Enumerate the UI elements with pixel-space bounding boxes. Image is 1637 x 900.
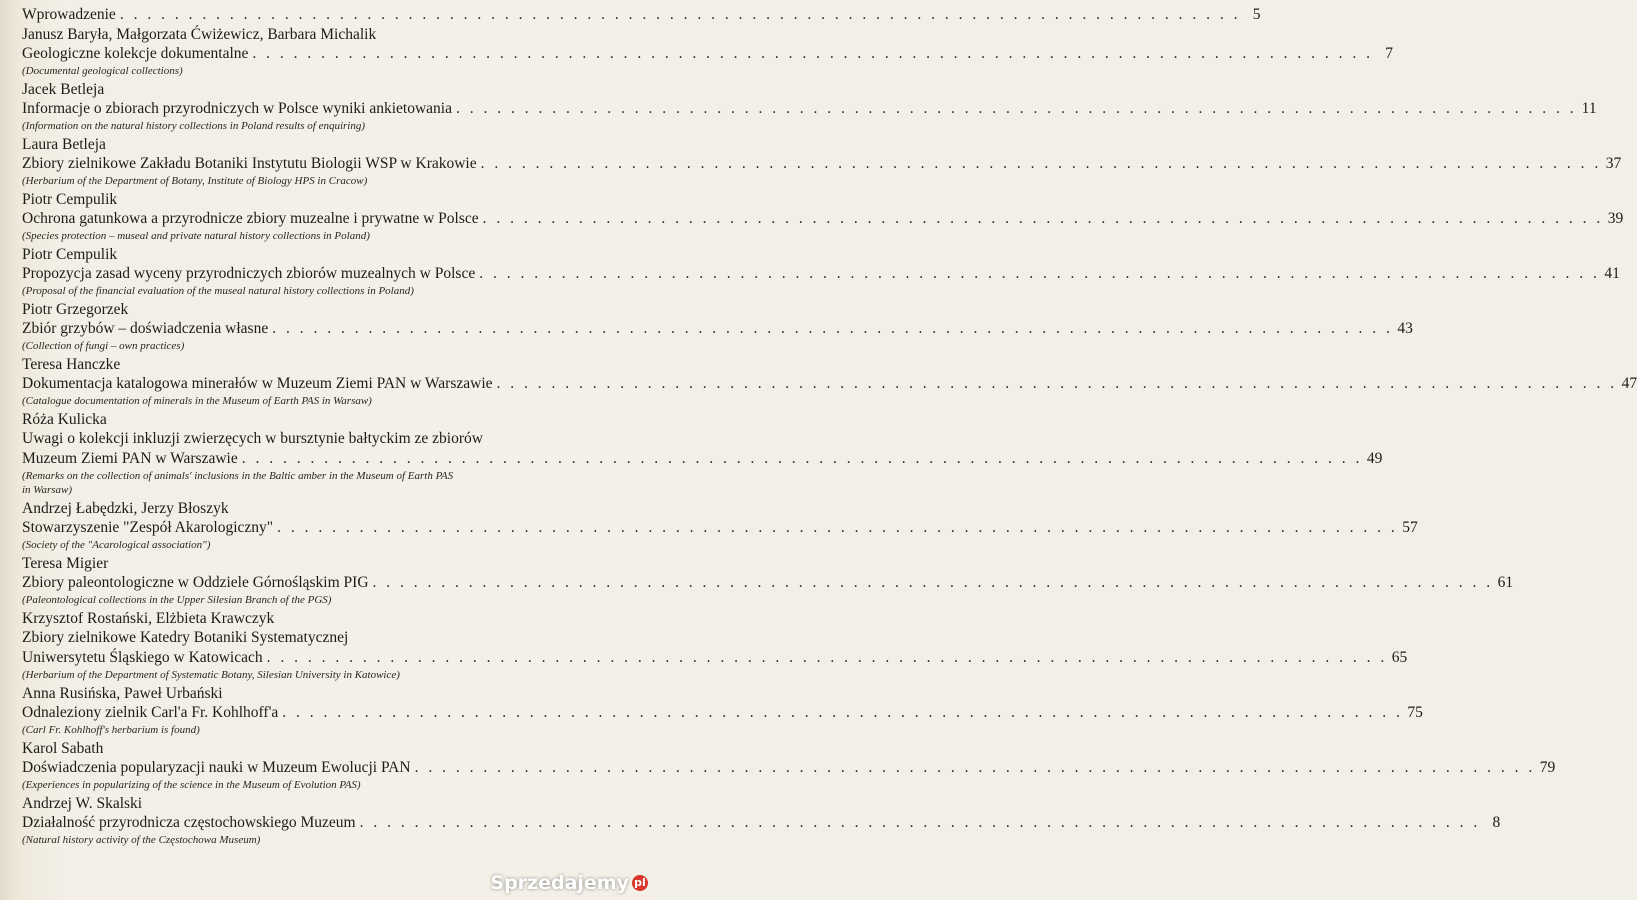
dot-leader	[242, 449, 1363, 469]
toc-entry	[22, 609, 1408, 682]
entry-author: Anna Rusińska, Paweł Urbański	[22, 685, 223, 702]
entry-author: Jacek Betleja	[22, 81, 105, 98]
page-number: 11	[1581, 100, 1597, 117]
entry-author: Piotr Cempulik	[22, 191, 118, 208]
entry-author: Piotr Cempulik	[22, 246, 118, 263]
toc-entry	[22, 499, 1418, 552]
entry-translation: (Documental geological collections)	[22, 65, 183, 77]
entry-author: Laura Betleja	[22, 136, 106, 153]
entry-translation: (Society of the "Acarological association")	[22, 539, 211, 551]
dot-leader	[360, 813, 1481, 833]
entry-author: Krzysztof Rostański, Elżbieta Krawczyk	[22, 610, 275, 627]
entry-author: Karol Sabath	[22, 740, 104, 757]
toc-entry	[22, 245, 1620, 298]
entry-author: Teresa Hanczke	[22, 356, 121, 373]
toc-entry	[22, 190, 1624, 243]
dot-leader	[282, 703, 1403, 723]
page-number: 5	[1252, 6, 1261, 23]
toc-entry	[22, 684, 1423, 737]
watermark-logo	[490, 872, 648, 894]
toc-entry	[22, 355, 1637, 408]
page-number: 39	[1607, 210, 1624, 227]
entry-translation: (Species protection – museal and private natural history collections in Poland)	[22, 230, 370, 242]
entry-translation: (Paleontological collections in the Upper Silesian Branch of the PGS)	[22, 594, 332, 606]
dot-leader	[415, 758, 1536, 778]
entry-title: Stowarzyszenie "Zespół Akarologiczny"	[22, 519, 274, 536]
page-number: 7	[1385, 45, 1394, 62]
toc-entry	[22, 135, 1622, 188]
entry-title: Geologiczne kolekcje dokumentalne	[22, 45, 249, 62]
entry-translation: (Information on the natural history collections in Poland results of enquiring)	[22, 120, 366, 132]
entry-translation: (Herbarium of the Department of Systematic Botany, Silesian University in Katowice)	[22, 669, 400, 681]
toc-entry-intro	[22, 5, 1261, 25]
entry-translation: (Natural history activity of the Częstochowa Museum)	[22, 834, 261, 846]
watermark-text: Sprzedajemy	[490, 872, 629, 894]
entry-title: Informacje o zbiorach przyrodniczych w Polsce wyniki ankietowania	[22, 100, 452, 117]
entry-author: Teresa Migier	[22, 555, 109, 572]
dot-leader	[481, 154, 1602, 174]
toc-entry	[22, 794, 1501, 847]
entry-title: Dokumentacja katalogowa minerałów w Muzeum Ziemi PAN w Warszawie	[22, 375, 493, 392]
dot-leader	[120, 5, 1241, 25]
entry-title: Uwagi o kolekcji inkluzji zwierzęcych w bursztynie bałtyckim ze zbiorów	[22, 430, 483, 447]
entry-author: Andrzej W. Skalski	[22, 795, 143, 812]
dot-leader	[497, 374, 1618, 394]
entry-title: Wprowadzenie	[22, 6, 116, 23]
dot-leader	[373, 573, 1494, 593]
entry-title: Działalność przyrodnicza częstochowskiego Muzeum	[22, 814, 356, 831]
page-number: 75	[1407, 704, 1423, 721]
toc-entry	[22, 739, 1556, 792]
entry-translation: (Catalogue documentation of minerals in the Museum of Earth PAS in Warsaw)	[22, 395, 372, 407]
dot-leader	[479, 264, 1600, 284]
entry-author: Andrzej Łabędzki, Jerzy Błoszyk	[22, 500, 229, 517]
entry-title: Odnaleziony zielnik Carl'a Fr. Kohlhoff'a	[22, 704, 279, 721]
page-number: 65	[1391, 649, 1408, 666]
page-number: 61	[1497, 574, 1514, 591]
entry-translation: (Collection of fungi – own practices)	[22, 340, 185, 352]
toc-entry	[22, 80, 1597, 133]
page-number: 43	[1397, 320, 1413, 337]
page-number: 47	[1621, 375, 1637, 392]
dot-leader	[267, 648, 1388, 668]
page-number: 57	[1402, 519, 1418, 536]
dot-leader	[272, 319, 1393, 339]
entry-title: Muzeum Ziemi PAN w Warszawie	[22, 450, 238, 467]
entry-title: Zbiory paleontologiczne w Oddziele Górnośląskim PIG	[22, 574, 369, 591]
dot-leader	[483, 209, 1604, 229]
entry-author: Piotr Grzegorzek	[22, 301, 129, 318]
entry-title: Zbiory zielnikowe Zakładu Botaniki Instytutu Biologii WSP w Krakowie	[22, 155, 477, 172]
toc-entries	[22, 25, 1637, 847]
page-number: 41	[1604, 265, 1620, 282]
dot-leader	[277, 518, 1398, 538]
table-of-contents	[22, 5, 1637, 849]
entry-title: Ochrona gatunkowa a przyrodnicze zbiory muzealne i prywatne w Polsce	[22, 210, 479, 227]
entry-title: Doświadczenia popularyzacji nauki w Muzeum Ewolucji PAN	[22, 759, 411, 776]
entry-author: Róża Kulicka	[22, 411, 107, 428]
entry-author: Janusz Baryła, Małgorzata Ćwiżewicz, Barbara Michalik	[22, 26, 377, 43]
entry-title: Zbiory zielnikowe Katedry Botaniki Systematycznej	[22, 629, 349, 646]
page-number: 37	[1605, 155, 1622, 172]
watermark-badge: pl	[632, 875, 648, 891]
toc-entry	[22, 300, 1413, 353]
entry-title: Zbiór grzybów – doświadczenia własne	[22, 320, 269, 337]
entry-translation: (Remarks on the collection of animals' inclusions in the Baltic amber in the Museum of Earth PAS in Warsaw)	[22, 470, 454, 496]
dot-leader	[252, 44, 1373, 64]
entry-translation: (Experiences in popularizing of the science in the Museum of Evolution PAS)	[22, 779, 361, 791]
page-number: 79	[1539, 759, 1556, 776]
toc-entry	[22, 410, 1383, 497]
entry-translation: (Carl Fr. Kohlhoff's herbarium is found)	[22, 724, 200, 736]
page-number: 49	[1366, 450, 1383, 467]
entry-title: Propozycja zasad wyceny przyrodniczych zbiorów muzealnych w Polsce	[22, 265, 476, 282]
entry-translation: (Proposal of the financial evaluation of the museal natural history collections in Poland)	[22, 285, 414, 297]
toc-entry	[22, 25, 1394, 78]
dot-leader	[456, 99, 1577, 119]
entry-title: Uniwersytetu Śląskiego w Katowicach	[22, 649, 263, 666]
toc-entry	[22, 554, 1514, 607]
page-number: 8	[1492, 814, 1501, 831]
entry-translation: (Herbarium of the Department of Botany, Institute of Biology HPS in Cracow)	[22, 175, 368, 187]
